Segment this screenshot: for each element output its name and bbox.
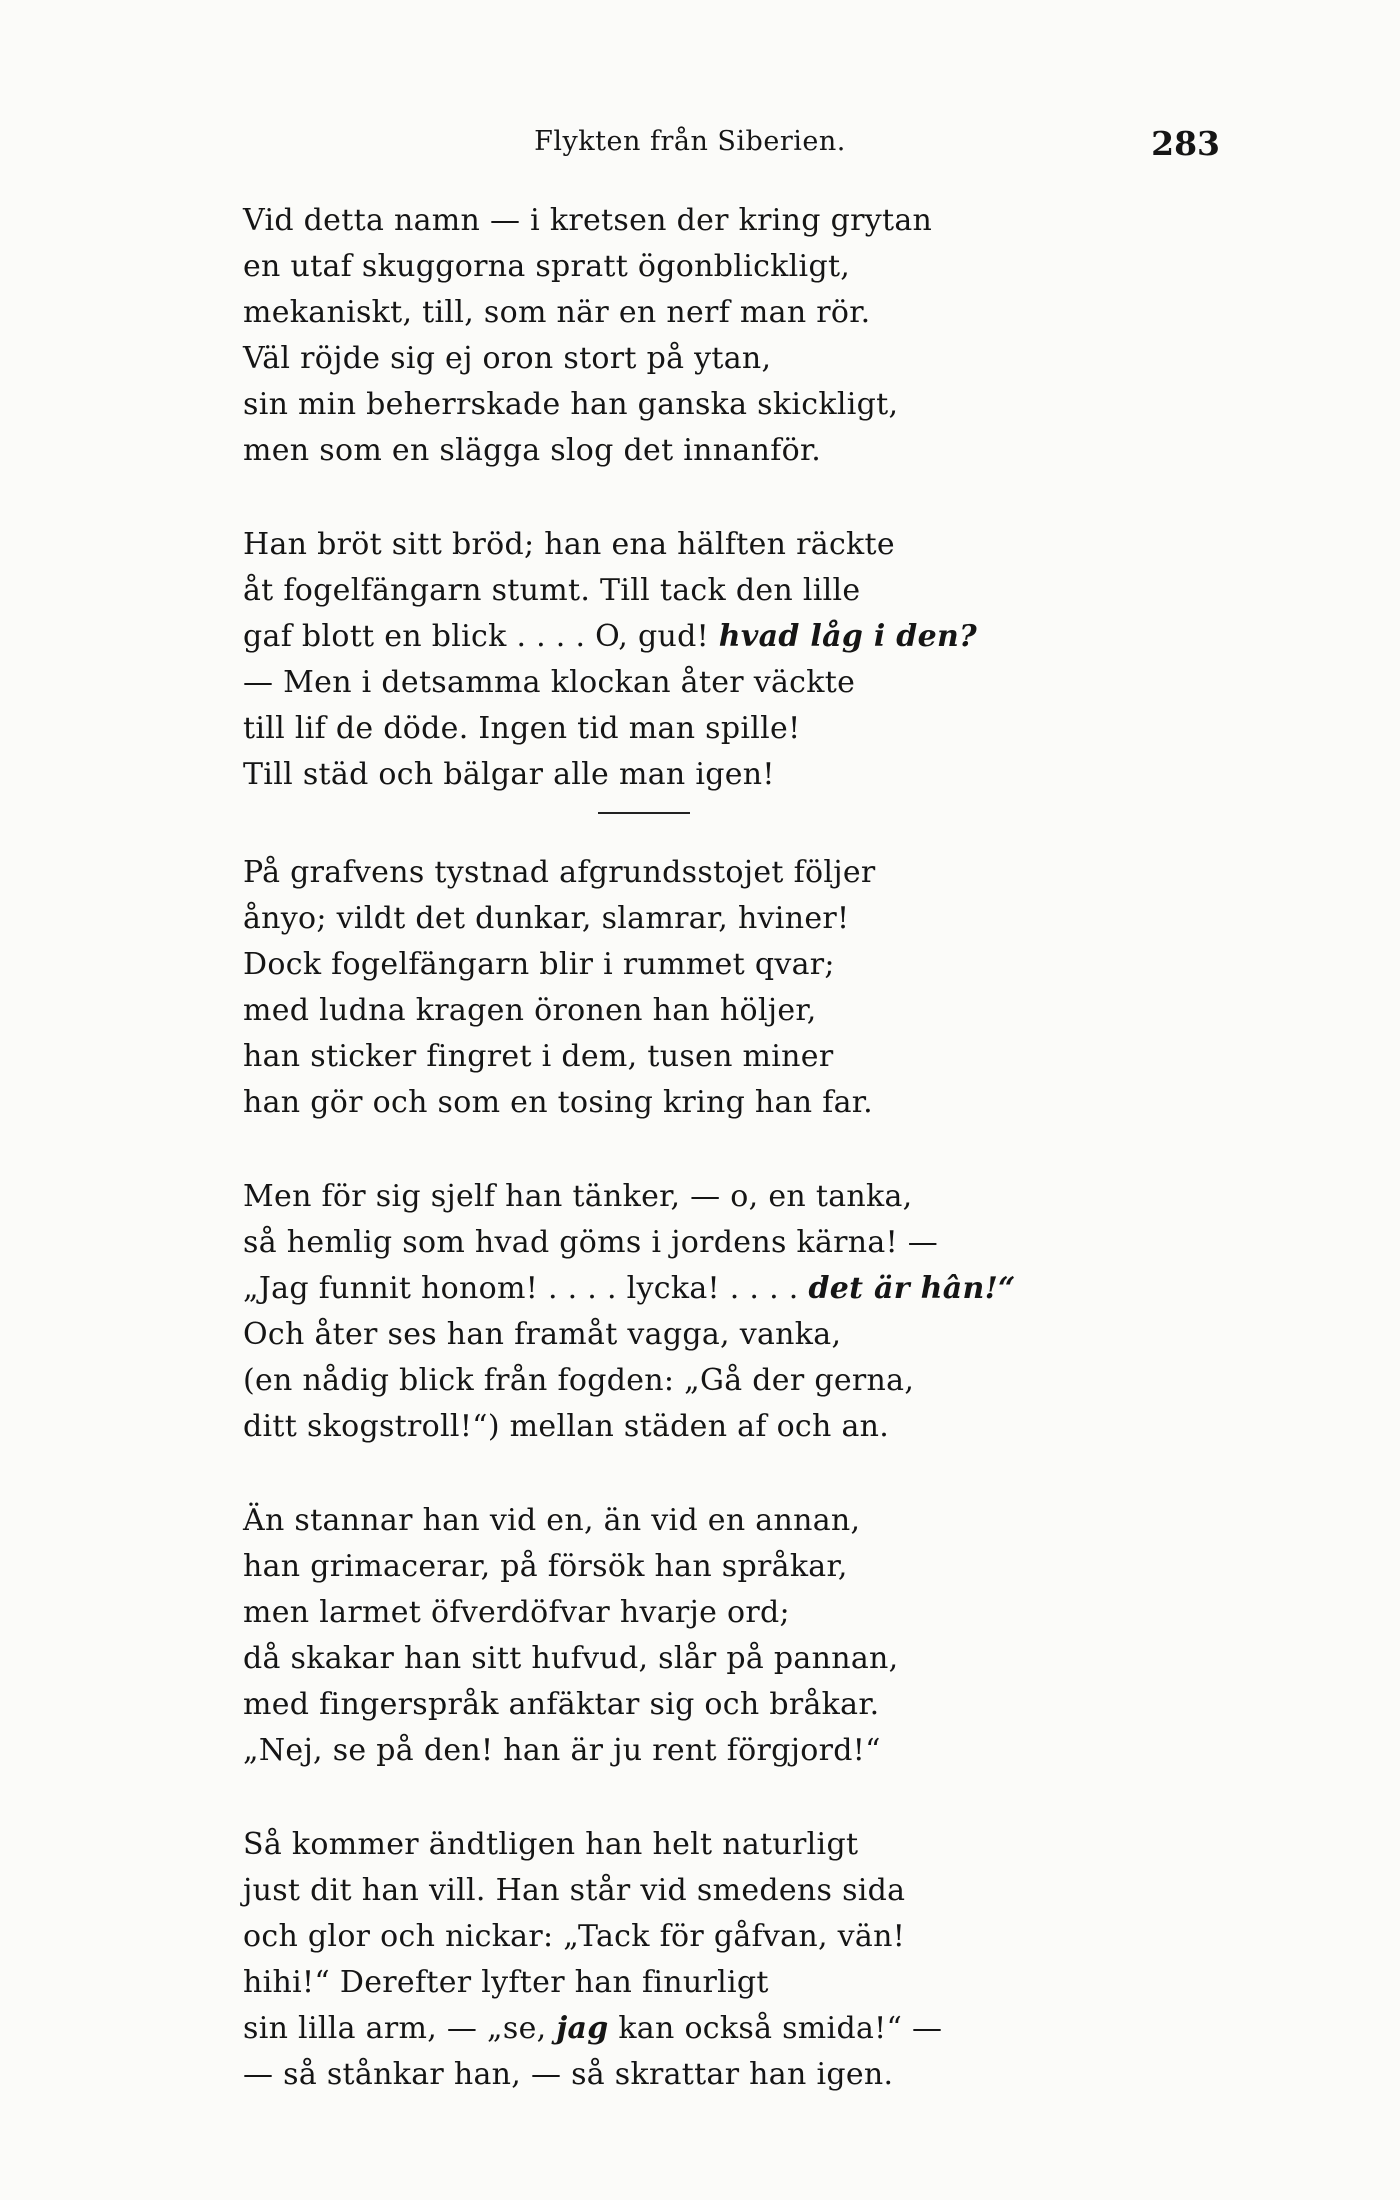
verse-line: Dock fogelfängarn blir i rummet qvar; (243, 947, 835, 982)
verse-line: — Men i detsamma klockan åter väckte (243, 665, 856, 700)
emphasis-text: det är hân!“ (808, 1271, 1016, 1306)
verse-line: På grafvens tystnad afgrundsstojet följer (243, 855, 876, 890)
verse-line: Men för sig sjelf han tänker, — o, en tanka, (243, 1179, 913, 1214)
verse-line: Och åter ses han framåt vagga, vanka, (243, 1317, 842, 1352)
running-title: Flykten från Siberien. (534, 126, 846, 157)
verse-line (243, 2006, 1003, 2052)
emphasis-text: jag (556, 2011, 609, 2046)
stanza-5 (243, 1498, 1003, 1774)
verse-line: med ludna kragen öronen han höljer, (243, 993, 817, 1028)
verse-line: men som en slägga slog det innanför. (243, 433, 822, 468)
verse-line: och glor och nickar: „Tack för gåfvan, vän! (243, 1919, 906, 1954)
verse-line: han gör och som en tosing kring han far. (243, 1085, 873, 1120)
verse-line: han sticker fingret i dem, tusen miner (243, 1039, 834, 1074)
verse-line: en utaf skuggorna spratt ögonblickligt, (243, 249, 851, 284)
section-divider (598, 812, 690, 814)
stanza-4 (243, 1174, 1016, 1450)
verse-line: med fingerspråk anfäktar sig och bråkar. (243, 1687, 880, 1722)
verse-line: just dit han vill. Han står vid smedens sida (243, 1873, 906, 1908)
verse-line: hihi!“ Derefter lyfter han finurligt (243, 1965, 769, 2000)
verse-line: „Nej, se på den! han är ju rent förgjord!“ (243, 1733, 881, 1768)
verse-line: (en nådig blick från fogden: „Gå der gerna, (243, 1363, 915, 1398)
verse-line: sin min beherrskade han ganska skickligt, (243, 387, 899, 422)
verse-line: så hemlig som hvad göms i jordens kärna! — (243, 1225, 939, 1260)
verse-line: Till städ och bälgar alle man igen! (243, 757, 775, 792)
verse-text: sin lilla arm, — „se, (243, 2011, 547, 2046)
page-number: 283 (1151, 124, 1220, 163)
verse-line: ånyo; vildt det dunkar, slamrar, hviner! (243, 901, 850, 936)
verse-line: — så stånkar han, — så skrattar han igen. (243, 2057, 894, 2092)
verse-text: gaf blott en blick . . . . O, gud! (243, 619, 709, 654)
verse-text: „Jag funnit honom! . . . . lycka! . . . . (243, 1271, 799, 1306)
stanza-6 (243, 1822, 1003, 2098)
stanza-1 (243, 198, 1003, 474)
emphasis-text: hvad låg i den? (718, 619, 977, 654)
verse-line (243, 614, 1003, 660)
verse-line: ditt skogstroll!“) mellan städen af och an. (243, 1409, 890, 1444)
stanza-2 (243, 522, 1003, 798)
verse-line: Så kommer ändtligen han helt naturligt (243, 1827, 859, 1862)
running-head (240, 126, 1220, 170)
verse-line: Väl röjde sig ej oron stort på ytan, (243, 341, 772, 376)
verse-line (243, 1266, 1016, 1312)
verse-line: han grimacerar, på försök han språkar, (243, 1549, 848, 1584)
verse-line: då skakar han sitt hufvud, slår på pannan, (243, 1641, 899, 1676)
verse-line: åt fogelfängarn stumt. Till tack den lille (243, 573, 861, 608)
poem-body (243, 198, 1016, 2146)
verse-line: till lif de döde. Ingen tid man spille! (243, 711, 801, 746)
verse-line: Vid detta namn — i kretsen der kring grytan (243, 203, 933, 238)
verse-line: men larmet öfverdöfvar hvarje ord; (243, 1595, 790, 1630)
verse-line: Han bröt sitt bröd; han ena hälften räckte (243, 527, 895, 562)
verse-text: kan också smida!“ — (618, 2011, 943, 2046)
verse-line: mekaniskt, till, som när en nerf man rör. (243, 295, 871, 330)
verse-line: Än stannar han vid en, än vid en annan, (243, 1503, 861, 1538)
stanza-3 (243, 850, 1003, 1126)
